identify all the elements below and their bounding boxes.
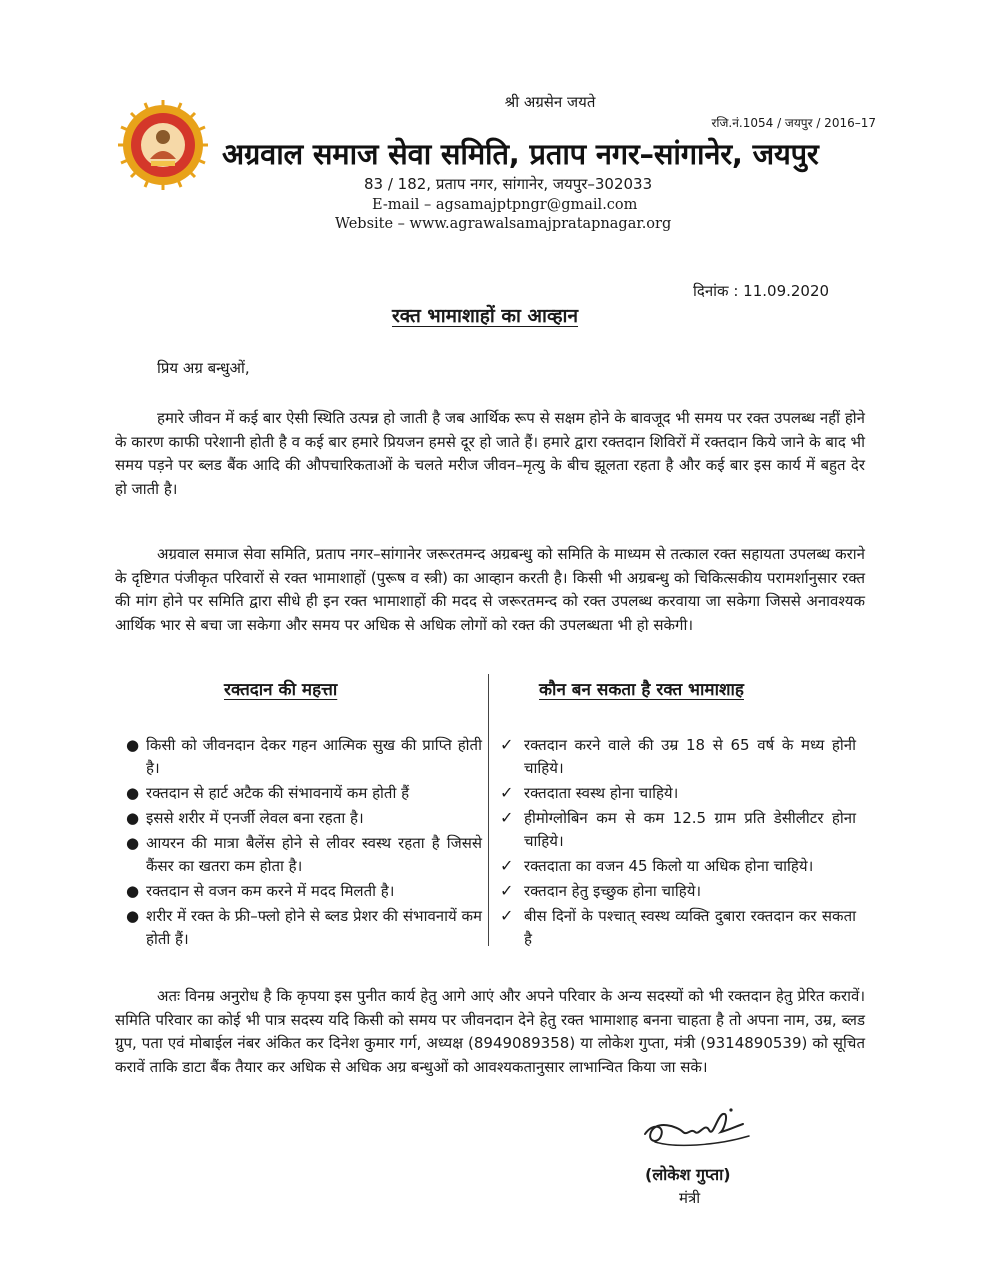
checkmark-icon: ✓ bbox=[500, 856, 514, 875]
list-item-text: रक्तदाता स्वस्थ होना चाहिये। bbox=[524, 784, 679, 802]
list-item bbox=[500, 880, 856, 903]
list-item-text: शरीर में रक्त के फ्री–फ्लो होने से ब्लड प्रेशर की संभावनायें कम होती हैं। bbox=[146, 907, 482, 948]
signatory-name: (लोकेश गुप्ता) bbox=[645, 1165, 731, 1184]
list-item-text: रक्तदाता का वजन 45 किलो या अधिक होना चाहिये। bbox=[524, 857, 814, 875]
list-item-text: रक्तदान से हार्ट अटैक की संभावनायें कम होती हैं bbox=[146, 784, 410, 802]
list-item-text: रक्तदान करने वाले की उम्र 18 से 65 वर्ष के मध्य होनी चाहिये। bbox=[524, 736, 856, 777]
list-item-text: रक्तदान हेतु इच्छुक होना चाहिये। bbox=[524, 882, 702, 900]
list-item bbox=[122, 734, 482, 780]
left-column-title: रक्तदान की महत्ता bbox=[224, 680, 338, 700]
checkmark-icon: ✓ bbox=[500, 783, 514, 802]
letter-subject bbox=[0, 302, 970, 328]
list-item-text: हीमोग्लोबिन कम से कम 12.5 ग्राम प्रति डेसीलीटर होना चाहिये। bbox=[524, 809, 856, 850]
bullet-icon: ● bbox=[126, 784, 140, 802]
signatory-title: मंत्री bbox=[679, 1189, 701, 1207]
list-item-text: इससे शरीर में एनर्जी लेवल बना रहता है। bbox=[146, 809, 364, 827]
checkmark-icon: ✓ bbox=[500, 906, 514, 925]
bullet-icon: ● bbox=[126, 736, 140, 754]
paragraph-3: अतः विनम्र अनुरोध है कि कृपया इस पुनीत कार्य हेतु आगे आएं और अपने परिवार के अन्य सदस्यों को भी रक्तदान हेतु प्रेरित करावें। समिति परिवार का कोई भी पात्र सदस्य यदि किसी को समय पर जीवनदान देने हेतु रक्त भामाशाह बनना चाहता है तो अपना नाम, उम्र, ब्लड ग्रुप, पता एवं मोबाईल नंबर अंकित कर दिनेश कुमार गर्ग, अध्यक्ष (8949089358) या लोकेश गुप्ता, मंत्री (9314890539) को सूचित करावें ताकि डाटा बैंक तैयार कर अधिक से अधिक अग्र बन्धुओं को आवश्यकतानुसार लाभान्वित किया जा सके। bbox=[115, 987, 865, 1076]
list-item bbox=[122, 782, 482, 805]
organization-name: अग्रवाल समाज सेवा समिति, प्रताप नगर–सांगानेर, जयपुर bbox=[222, 137, 819, 171]
signature-icon bbox=[625, 1092, 765, 1162]
bullet-icon: ● bbox=[126, 907, 140, 925]
paragraph-2: अग्रवाल समाज सेवा समिति, प्रताप नगर–सांगानेर जरूरतमन्द अग्रबन्धु को समिति के माध्यम से तत्काल रक्त सहायता उपलब्ध कराने के दृष्टिगत पंजीकृत परिवारों से रक्त भामाशाहों (पुरूष व स्त्री) का आव्हान करती है। किसी भी अग्रबन्धु को चिकित्सकीय परामर्शानुसार रक्त की मांग होने पर समिति द्वारा सीधे ही इन रक्त भामाशाहों की मदद से जरूरतमन्द को रक्त उपलब्ध करवाया जा सकेगा जिससे अनावश्यक आर्थिक भार से बचा जा सकेगा और समय पर अधिक से अधिक लोगों को रक्त की उपलब्धता भी हो सकेगी। bbox=[115, 545, 865, 634]
paragraph-1: हमारे जीवन में कई बार ऐसी स्थिति उत्पन्न हो जाती है जब आर्थिक रूप से सक्षम होने के बावजूद भी समय पर रक्त उपलब्ध नहीं होने के कारण काफी परेशानी होती है व कई बार हमारे प्रियजन हमसे दूर हो जाते हैं। हमारे द्वारा रक्तदान शिविरों में रक्तदान किये जाने के बाद भी समय पड़ने पर ब्लड बैंक आदि की औपचारिकताओं के चलते मरीज जीवन–मृत्यु के बीच झूलता रहता है और कई बार इस कार्य में बहुत देर हो जाती है। bbox=[115, 409, 865, 498]
benefits-list bbox=[122, 734, 482, 953]
checkmark-icon: ✓ bbox=[500, 808, 514, 827]
list-item bbox=[500, 855, 856, 878]
bullet-icon: ● bbox=[126, 809, 140, 827]
letter-date: दिनांक : 11.09.2020 bbox=[693, 282, 830, 300]
list-item bbox=[122, 807, 482, 830]
list-item bbox=[500, 782, 856, 805]
checkmark-icon: ✓ bbox=[500, 881, 514, 900]
list-item bbox=[122, 880, 482, 903]
list-item-text: किसी को जीवनदान देकर गहन आत्मिक सुख की प्राप्ति होती है। bbox=[146, 736, 482, 777]
column-divider bbox=[488, 674, 489, 946]
list-item bbox=[500, 807, 856, 853]
organization-email: E-mail – agsamajptpngr@gmail.com bbox=[372, 197, 638, 213]
bullet-icon: ● bbox=[126, 834, 140, 852]
eligibility-list bbox=[500, 734, 856, 953]
registration-number: रजि.नं.1054 / जयपुर / 2016–17 bbox=[711, 116, 876, 130]
list-item-text: आयरन की मात्रा बैलेंस होने से लीवर स्वस्थ रहता है जिससे कैंसर का खतरा कम होता है। bbox=[146, 834, 482, 875]
salutation: प्रिय अग्र बन्धुओं, bbox=[157, 359, 250, 377]
organization-website: Website – www.agrawalsamajpratapnagar.org bbox=[335, 216, 672, 232]
organization-address: 83 / 182, प्रताप नगर, सांगानेर, जयपुर–302033 bbox=[364, 175, 653, 193]
list-item bbox=[122, 832, 482, 878]
subject-text: रक्त भामाशाहों का आव्हान bbox=[391, 305, 579, 327]
checkmark-icon: ✓ bbox=[500, 735, 514, 754]
bullet-icon: ● bbox=[126, 882, 140, 900]
list-item bbox=[500, 905, 856, 951]
invocation-line: श्री अग्रसेन जयते bbox=[504, 93, 596, 111]
organization-logo bbox=[117, 99, 209, 191]
list-item bbox=[500, 734, 856, 780]
list-item bbox=[122, 905, 482, 951]
right-column-title: कौन बन सकता है रक्त भामाशाह bbox=[539, 680, 744, 700]
list-item-text: बीस दिनों के पश्चात् स्वस्थ व्यक्ति दुबारा रक्तदान कर सकता है bbox=[524, 907, 856, 948]
list-item-text: रक्तदान से वजन कम करने में मदद मिलती है। bbox=[146, 882, 395, 900]
